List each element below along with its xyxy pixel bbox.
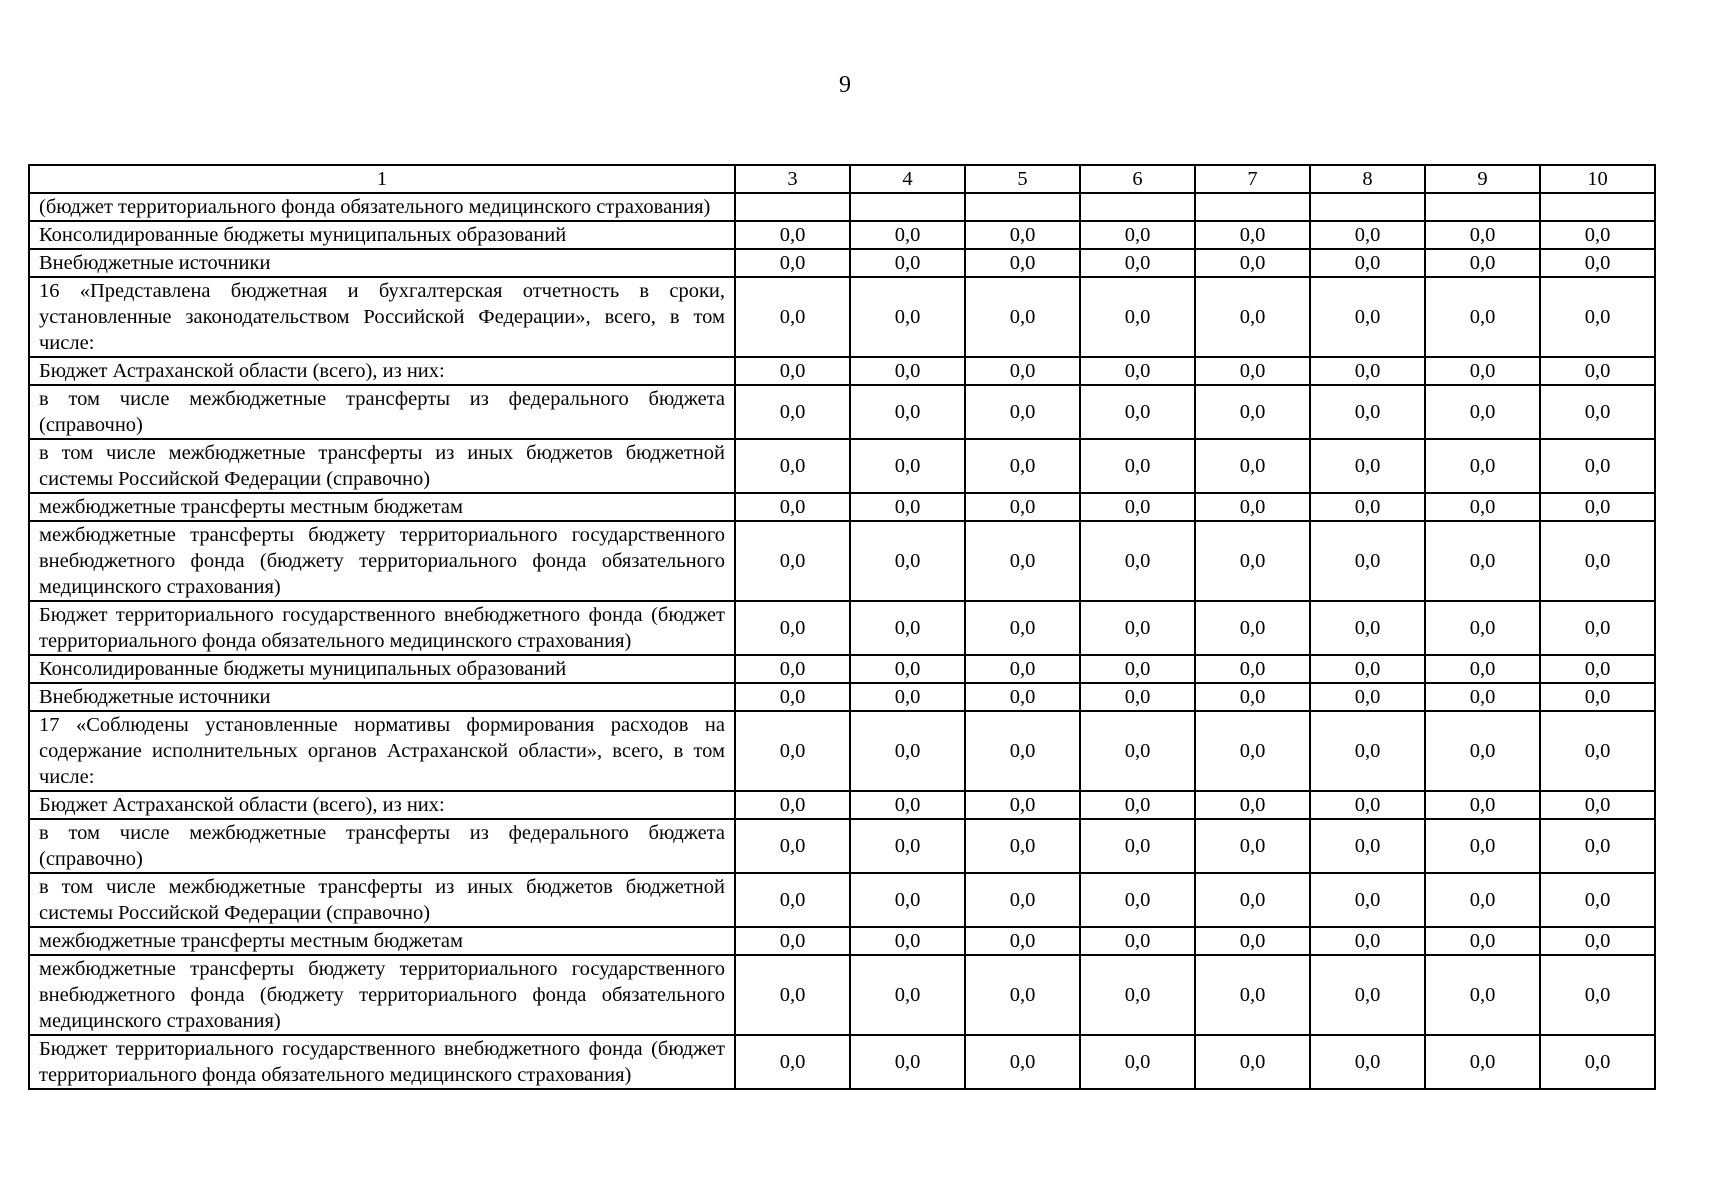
table-row bbox=[29, 277, 1655, 357]
value-cell: 0,0 bbox=[1540, 493, 1655, 521]
value-cell: 0,0 bbox=[850, 819, 965, 873]
value-cell: 0,0 bbox=[965, 683, 1080, 711]
value-cell: 0,0 bbox=[1425, 873, 1540, 927]
value-cell bbox=[1310, 193, 1425, 221]
value-cell: 0,0 bbox=[850, 927, 965, 955]
value-cell: 0,0 bbox=[1080, 927, 1195, 955]
table-row bbox=[29, 193, 1655, 221]
value-cell: 0,0 bbox=[1425, 221, 1540, 249]
value-cell: 0,0 bbox=[1425, 955, 1540, 1035]
value-cell: 0,0 bbox=[1425, 439, 1540, 493]
value-cell: 0,0 bbox=[850, 439, 965, 493]
value-cell: 0,0 bbox=[850, 873, 965, 927]
table-row bbox=[29, 521, 1655, 601]
value-cell: 0,0 bbox=[1195, 927, 1310, 955]
table-row bbox=[29, 683, 1655, 711]
value-cell bbox=[850, 193, 965, 221]
value-cell: 0,0 bbox=[735, 249, 850, 277]
value-cell: 0,0 bbox=[735, 221, 850, 249]
value-cell: 0,0 bbox=[1540, 791, 1655, 819]
value-cell: 0,0 bbox=[1195, 873, 1310, 927]
table-row bbox=[29, 357, 1655, 385]
value-cell: 0,0 bbox=[1310, 439, 1425, 493]
value-cell: 0,0 bbox=[850, 385, 965, 439]
table-row bbox=[29, 873, 1655, 927]
row-label: Консолидированные бюджеты муниципальных образований bbox=[29, 655, 735, 683]
value-cell: 0,0 bbox=[1080, 249, 1195, 277]
value-cell: 0,0 bbox=[1195, 277, 1310, 357]
value-cell: 0,0 bbox=[1310, 927, 1425, 955]
value-cell: 0,0 bbox=[1425, 1035, 1540, 1089]
value-cell: 0,0 bbox=[1080, 711, 1195, 791]
value-cell: 0,0 bbox=[1310, 955, 1425, 1035]
value-cell: 0,0 bbox=[1310, 819, 1425, 873]
value-cell: 0,0 bbox=[735, 439, 850, 493]
table-row bbox=[29, 493, 1655, 521]
row-label: 17 «Соблюдены установленные нормативы формирования расходов на содержание исполнительных органов Астраханской области», всего, в том числе: bbox=[29, 711, 735, 791]
value-cell: 0,0 bbox=[1425, 791, 1540, 819]
value-cell: 0,0 bbox=[735, 711, 850, 791]
value-cell: 0,0 bbox=[1540, 655, 1655, 683]
value-cell: 0,0 bbox=[735, 493, 850, 521]
value-cell: 0,0 bbox=[735, 521, 850, 601]
value-cell: 0,0 bbox=[850, 221, 965, 249]
value-cell: 0,0 bbox=[850, 357, 965, 385]
value-cell: 0,0 bbox=[1425, 819, 1540, 873]
value-cell: 0,0 bbox=[1540, 439, 1655, 493]
value-cell: 0,0 bbox=[1195, 357, 1310, 385]
value-cell: 0,0 bbox=[1540, 955, 1655, 1035]
value-cell: 0,0 bbox=[1080, 819, 1195, 873]
value-cell: 0,0 bbox=[1310, 873, 1425, 927]
value-cell: 0,0 bbox=[1310, 655, 1425, 683]
value-cell: 0,0 bbox=[965, 819, 1080, 873]
value-cell: 0,0 bbox=[1310, 521, 1425, 601]
value-cell: 0,0 bbox=[850, 1035, 965, 1089]
column-header: 7 bbox=[1195, 165, 1310, 193]
value-cell: 0,0 bbox=[1080, 439, 1195, 493]
value-cell: 0,0 bbox=[1425, 385, 1540, 439]
value-cell: 0,0 bbox=[965, 277, 1080, 357]
value-cell: 0,0 bbox=[1425, 277, 1540, 357]
row-label: межбюджетные трансферты бюджету территориального государственного внебюджетного фонда (бюджету территориального фонда обязательного медицинского страхования) bbox=[29, 955, 735, 1035]
value-cell: 0,0 bbox=[1080, 683, 1195, 711]
value-cell: 0,0 bbox=[1195, 493, 1310, 521]
value-cell: 0,0 bbox=[965, 439, 1080, 493]
value-cell: 0,0 bbox=[850, 601, 965, 655]
table-row bbox=[29, 439, 1655, 493]
value-cell: 0,0 bbox=[1080, 955, 1195, 1035]
table-header-row bbox=[29, 165, 1655, 193]
value-cell: 0,0 bbox=[1195, 655, 1310, 683]
value-cell: 0,0 bbox=[1310, 711, 1425, 791]
value-cell: 0,0 bbox=[1195, 385, 1310, 439]
value-cell: 0,0 bbox=[735, 655, 850, 683]
value-cell: 0,0 bbox=[1540, 277, 1655, 357]
value-cell bbox=[965, 193, 1080, 221]
value-cell: 0,0 bbox=[1540, 221, 1655, 249]
value-cell: 0,0 bbox=[1540, 521, 1655, 601]
value-cell: 0,0 bbox=[735, 277, 850, 357]
table-row bbox=[29, 601, 1655, 655]
row-label: Внебюджетные источники bbox=[29, 249, 735, 277]
column-header: 10 bbox=[1540, 165, 1655, 193]
value-cell: 0,0 bbox=[965, 385, 1080, 439]
row-label: Бюджет территориального государственного внебюджетного фонда (бюджет территориального фонда обязательного медицинского страхования) bbox=[29, 1035, 735, 1089]
row-label: (бюджет территориального фонда обязательного медицинского страхования) bbox=[29, 193, 735, 221]
value-cell bbox=[735, 193, 850, 221]
value-cell: 0,0 bbox=[1540, 1035, 1655, 1089]
table-row bbox=[29, 655, 1655, 683]
value-cell: 0,0 bbox=[735, 385, 850, 439]
table-row bbox=[29, 249, 1655, 277]
row-label: Бюджет Астраханской области (всего), из них: bbox=[29, 357, 735, 385]
value-cell: 0,0 bbox=[1540, 249, 1655, 277]
value-cell: 0,0 bbox=[1425, 357, 1540, 385]
value-cell: 0,0 bbox=[735, 1035, 850, 1089]
value-cell: 0,0 bbox=[735, 873, 850, 927]
value-cell bbox=[1540, 193, 1655, 221]
value-cell: 0,0 bbox=[1425, 249, 1540, 277]
value-cell bbox=[1195, 193, 1310, 221]
value-cell: 0,0 bbox=[1195, 221, 1310, 249]
value-cell: 0,0 bbox=[1195, 791, 1310, 819]
value-cell: 0,0 bbox=[1425, 711, 1540, 791]
value-cell: 0,0 bbox=[850, 655, 965, 683]
value-cell: 0,0 bbox=[850, 277, 965, 357]
value-cell: 0,0 bbox=[1540, 385, 1655, 439]
value-cell: 0,0 bbox=[1080, 493, 1195, 521]
row-label: межбюджетные трансферты местным бюджетам bbox=[29, 927, 735, 955]
value-cell: 0,0 bbox=[1540, 711, 1655, 791]
value-cell: 0,0 bbox=[735, 955, 850, 1035]
value-cell: 0,0 bbox=[1310, 1035, 1425, 1089]
budget-table bbox=[28, 164, 1656, 1090]
row-label: в том числе межбюджетные трансферты из иных бюджетов бюджетной системы Российской Федерации (справочно) bbox=[29, 873, 735, 927]
value-cell: 0,0 bbox=[1310, 249, 1425, 277]
value-cell: 0,0 bbox=[1195, 683, 1310, 711]
table-row bbox=[29, 221, 1655, 249]
value-cell: 0,0 bbox=[1310, 385, 1425, 439]
table-row bbox=[29, 1035, 1655, 1089]
table-row bbox=[29, 385, 1655, 439]
value-cell: 0,0 bbox=[965, 655, 1080, 683]
column-header: 6 bbox=[1080, 165, 1195, 193]
value-cell: 0,0 bbox=[1425, 655, 1540, 683]
column-header: 8 bbox=[1310, 165, 1425, 193]
value-cell: 0,0 bbox=[965, 493, 1080, 521]
value-cell: 0,0 bbox=[1310, 277, 1425, 357]
value-cell: 0,0 bbox=[850, 249, 965, 277]
value-cell: 0,0 bbox=[1540, 819, 1655, 873]
value-cell: 0,0 bbox=[1080, 873, 1195, 927]
value-cell: 0,0 bbox=[965, 521, 1080, 601]
column-header: 1 bbox=[29, 165, 735, 193]
value-cell: 0,0 bbox=[850, 711, 965, 791]
value-cell: 0,0 bbox=[850, 955, 965, 1035]
row-label: Бюджет территориального государственного внебюджетного фонда (бюджет территориального фонда обязательного медицинского страхования) bbox=[29, 601, 735, 655]
value-cell: 0,0 bbox=[850, 521, 965, 601]
column-header: 3 bbox=[735, 165, 850, 193]
value-cell: 0,0 bbox=[965, 927, 1080, 955]
value-cell: 0,0 bbox=[965, 955, 1080, 1035]
table-row bbox=[29, 955, 1655, 1035]
column-header: 5 bbox=[965, 165, 1080, 193]
value-cell: 0,0 bbox=[965, 249, 1080, 277]
value-cell: 0,0 bbox=[1425, 927, 1540, 955]
row-label: в том числе межбюджетные трансферты из федерального бюджета (справочно) bbox=[29, 819, 735, 873]
value-cell: 0,0 bbox=[1080, 521, 1195, 601]
value-cell: 0,0 bbox=[850, 493, 965, 521]
row-label: межбюджетные трансферты местным бюджетам bbox=[29, 493, 735, 521]
value-cell: 0,0 bbox=[1540, 927, 1655, 955]
value-cell: 0,0 bbox=[1425, 683, 1540, 711]
value-cell: 0,0 bbox=[1195, 1035, 1310, 1089]
value-cell: 0,0 bbox=[1310, 791, 1425, 819]
row-label: в том числе межбюджетные трансферты из федерального бюджета (справочно) bbox=[29, 385, 735, 439]
value-cell: 0,0 bbox=[1195, 249, 1310, 277]
value-cell: 0,0 bbox=[1080, 601, 1195, 655]
value-cell: 0,0 bbox=[735, 357, 850, 385]
value-cell: 0,0 bbox=[1080, 791, 1195, 819]
value-cell: 0,0 bbox=[735, 927, 850, 955]
value-cell: 0,0 bbox=[1425, 521, 1540, 601]
value-cell: 0,0 bbox=[1080, 357, 1195, 385]
value-cell: 0,0 bbox=[965, 1035, 1080, 1089]
column-header: 9 bbox=[1425, 165, 1540, 193]
value-cell: 0,0 bbox=[1310, 357, 1425, 385]
value-cell: 0,0 bbox=[1080, 655, 1195, 683]
page-number: 9 bbox=[839, 72, 851, 98]
value-cell: 0,0 bbox=[1425, 601, 1540, 655]
value-cell: 0,0 bbox=[965, 873, 1080, 927]
value-cell bbox=[1425, 193, 1540, 221]
value-cell: 0,0 bbox=[735, 683, 850, 711]
value-cell: 0,0 bbox=[1195, 819, 1310, 873]
value-cell: 0,0 bbox=[1425, 493, 1540, 521]
row-label: Бюджет Астраханской области (всего), из них: bbox=[29, 791, 735, 819]
value-cell bbox=[1080, 193, 1195, 221]
row-label: 16 «Представлена бюджетная и бухгалтерская отчетность в сроки, установленные законодательством Российской Федерации», всего, в том числе: bbox=[29, 277, 735, 357]
value-cell: 0,0 bbox=[965, 711, 1080, 791]
value-cell: 0,0 bbox=[1080, 1035, 1195, 1089]
value-cell: 0,0 bbox=[965, 791, 1080, 819]
row-label: Внебюджетные источники bbox=[29, 683, 735, 711]
value-cell: 0,0 bbox=[1540, 873, 1655, 927]
table-row bbox=[29, 791, 1655, 819]
value-cell: 0,0 bbox=[965, 357, 1080, 385]
value-cell: 0,0 bbox=[1310, 493, 1425, 521]
value-cell: 0,0 bbox=[1080, 385, 1195, 439]
value-cell: 0,0 bbox=[1540, 601, 1655, 655]
row-label: в том числе межбюджетные трансферты из иных бюджетов бюджетной системы Российской Федерации (справочно) bbox=[29, 439, 735, 493]
value-cell: 0,0 bbox=[850, 791, 965, 819]
table-row bbox=[29, 819, 1655, 873]
value-cell: 0,0 bbox=[1195, 711, 1310, 791]
row-label: Консолидированные бюджеты муниципальных образований bbox=[29, 221, 735, 249]
value-cell: 0,0 bbox=[1080, 221, 1195, 249]
value-cell: 0,0 bbox=[1195, 439, 1310, 493]
value-cell: 0,0 bbox=[735, 791, 850, 819]
value-cell: 0,0 bbox=[1310, 221, 1425, 249]
value-cell: 0,0 bbox=[965, 601, 1080, 655]
value-cell: 0,0 bbox=[1195, 521, 1310, 601]
table-body bbox=[29, 193, 1655, 1089]
value-cell: 0,0 bbox=[850, 683, 965, 711]
value-cell: 0,0 bbox=[1310, 683, 1425, 711]
value-cell: 0,0 bbox=[1195, 601, 1310, 655]
value-cell: 0,0 bbox=[1080, 277, 1195, 357]
column-header: 4 bbox=[850, 165, 965, 193]
value-cell: 0,0 bbox=[735, 601, 850, 655]
value-cell: 0,0 bbox=[1310, 601, 1425, 655]
table-row bbox=[29, 711, 1655, 791]
value-cell: 0,0 bbox=[1195, 955, 1310, 1035]
value-cell: 0,0 bbox=[1540, 357, 1655, 385]
value-cell: 0,0 bbox=[735, 819, 850, 873]
table-row bbox=[29, 927, 1655, 955]
row-label: межбюджетные трансферты бюджету территориального государственного внебюджетного фонда (бюджету территориального фонда обязательного медицинского страхования) bbox=[29, 521, 735, 601]
value-cell: 0,0 bbox=[1540, 683, 1655, 711]
value-cell: 0,0 bbox=[965, 221, 1080, 249]
